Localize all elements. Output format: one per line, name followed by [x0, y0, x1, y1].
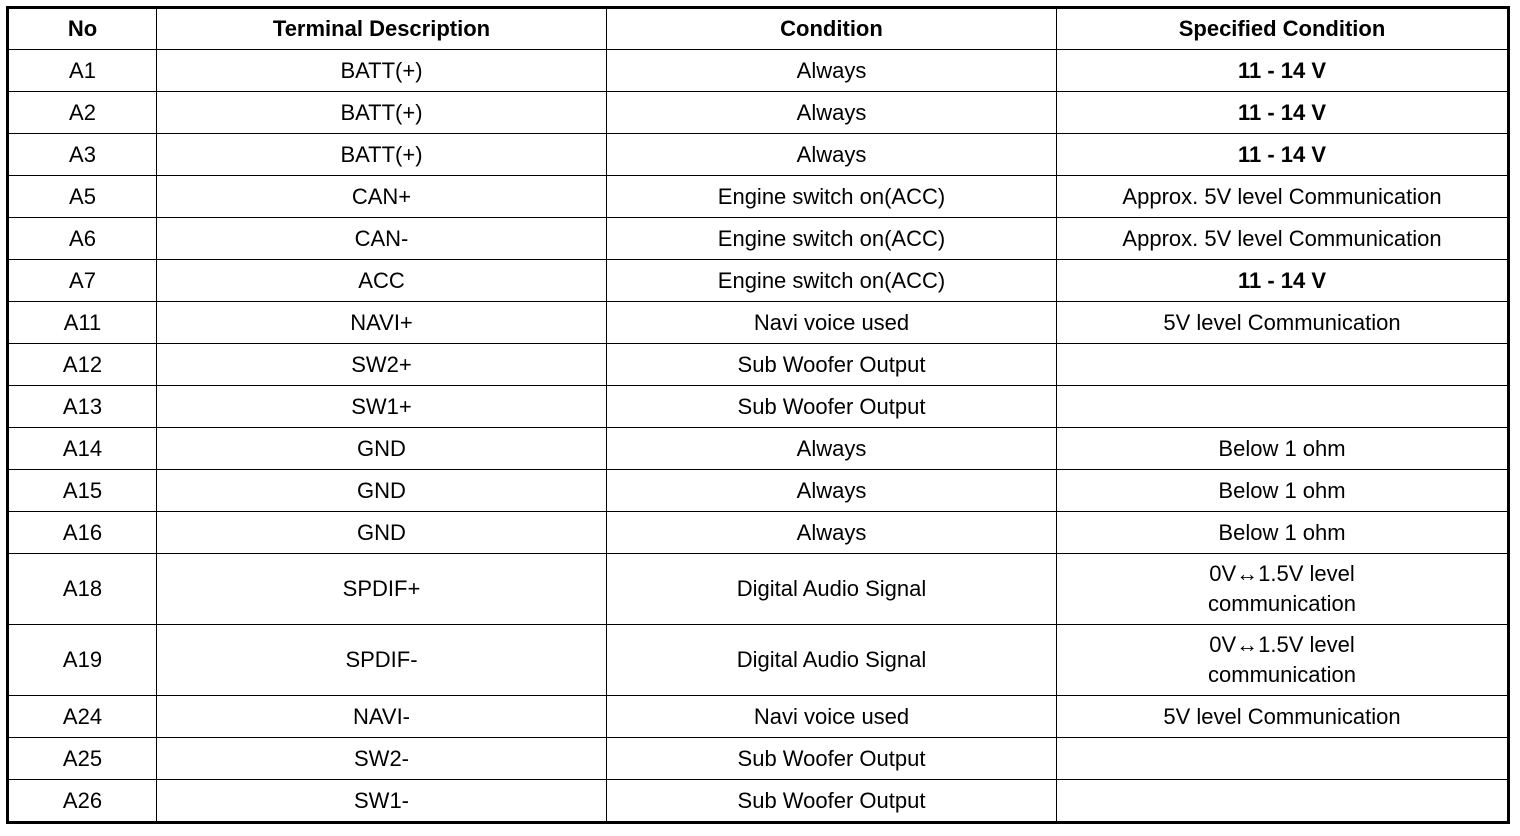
table-row	[8, 780, 1509, 823]
cell-terminal-description: SW2-	[157, 738, 607, 780]
header-no: No	[8, 8, 157, 50]
cell-condition: Digital Audio Signal	[607, 625, 1057, 696]
cell-specified-condition: Below 1 ohm	[1057, 512, 1509, 554]
header-specified-condition: Specified Condition	[1057, 8, 1509, 50]
cell-condition: Engine switch on(ACC)	[607, 218, 1057, 260]
cell-no: A3	[8, 134, 157, 176]
cell-no: A7	[8, 260, 157, 302]
table-row	[8, 470, 1509, 512]
cell-condition: Sub Woofer Output	[607, 738, 1057, 780]
cell-condition: Engine switch on(ACC)	[607, 176, 1057, 218]
table-row	[8, 302, 1509, 344]
cell-terminal-description: GND	[157, 470, 607, 512]
table-row	[8, 625, 1509, 696]
table-row	[8, 344, 1509, 386]
cell-specified-condition: 11 - 14 V	[1057, 92, 1509, 134]
cell-no: A19	[8, 625, 157, 696]
cell-specified-condition: 11 - 14 V	[1057, 134, 1509, 176]
cell-no: A11	[8, 302, 157, 344]
cell-no: A25	[8, 738, 157, 780]
cell-condition: Navi voice used	[607, 696, 1057, 738]
cell-terminal-description: GND	[157, 428, 607, 470]
table-row	[8, 554, 1509, 625]
table-row	[8, 92, 1509, 134]
table-row	[8, 176, 1509, 218]
cell-terminal-description: SW1-	[157, 780, 607, 823]
cell-specified-condition: Below 1 ohm	[1057, 428, 1509, 470]
cell-no: A2	[8, 92, 157, 134]
cell-terminal-description: BATT(+)	[157, 50, 607, 92]
cell-no: A24	[8, 696, 157, 738]
header-row	[8, 8, 1509, 50]
cell-terminal-description: NAVI-	[157, 696, 607, 738]
cell-condition: Always	[607, 92, 1057, 134]
cell-specified-condition: 0V↔1.5V level communication	[1057, 554, 1509, 625]
table-row	[8, 696, 1509, 738]
cell-specified-condition	[1057, 344, 1509, 386]
table-body	[8, 50, 1509, 823]
cell-no: A16	[8, 512, 157, 554]
cell-specified-condition	[1057, 386, 1509, 428]
table-row	[8, 428, 1509, 470]
cell-specified-condition: Approx. 5V level Communication	[1057, 176, 1509, 218]
cell-terminal-description: BATT(+)	[157, 92, 607, 134]
cell-terminal-description: SW1+	[157, 386, 607, 428]
cell-terminal-description: GND	[157, 512, 607, 554]
cell-condition: Always	[607, 512, 1057, 554]
cell-condition: Always	[607, 134, 1057, 176]
cell-terminal-description: SW2+	[157, 344, 607, 386]
cell-terminal-description: BATT(+)	[157, 134, 607, 176]
cell-specified-condition	[1057, 738, 1509, 780]
cell-condition: Sub Woofer Output	[607, 386, 1057, 428]
terminal-spec-table	[6, 6, 1510, 824]
table-row	[8, 738, 1509, 780]
cell-specified-condition: 0V↔1.5V level communication	[1057, 625, 1509, 696]
cell-no: A5	[8, 176, 157, 218]
cell-no: A13	[8, 386, 157, 428]
table-row	[8, 386, 1509, 428]
cell-condition: Engine switch on(ACC)	[607, 260, 1057, 302]
cell-condition: Always	[607, 50, 1057, 92]
cell-condition: Navi voice used	[607, 302, 1057, 344]
cell-terminal-description: CAN+	[157, 176, 607, 218]
cell-specified-condition	[1057, 780, 1509, 823]
cell-no: A14	[8, 428, 157, 470]
cell-condition: Always	[607, 428, 1057, 470]
cell-no: A26	[8, 780, 157, 823]
cell-specified-condition: 11 - 14 V	[1057, 260, 1509, 302]
cell-no: A1	[8, 50, 157, 92]
table-row	[8, 260, 1509, 302]
cell-specified-condition: 11 - 14 V	[1057, 50, 1509, 92]
cell-no: A15	[8, 470, 157, 512]
cell-specified-condition: Approx. 5V level Communication	[1057, 218, 1509, 260]
cell-specified-condition: Below 1 ohm	[1057, 470, 1509, 512]
cell-condition: Always	[607, 470, 1057, 512]
cell-terminal-description: SPDIF-	[157, 625, 607, 696]
header-condition: Condition	[607, 8, 1057, 50]
cell-terminal-description: ACC	[157, 260, 607, 302]
cell-no: A12	[8, 344, 157, 386]
table-row	[8, 50, 1509, 92]
cell-specified-condition: 5V level Communication	[1057, 302, 1509, 344]
cell-condition: Sub Woofer Output	[607, 344, 1057, 386]
cell-specified-condition: 5V level Communication	[1057, 696, 1509, 738]
cell-terminal-description: CAN-	[157, 218, 607, 260]
table-header	[8, 8, 1509, 50]
cell-terminal-description: SPDIF+	[157, 554, 607, 625]
cell-no: A6	[8, 218, 157, 260]
cell-no: A18	[8, 554, 157, 625]
table-row	[8, 512, 1509, 554]
table-row	[8, 218, 1509, 260]
cell-condition: Digital Audio Signal	[607, 554, 1057, 625]
cell-condition: Sub Woofer Output	[607, 780, 1057, 823]
header-terminal-description: Terminal Description	[157, 8, 607, 50]
cell-terminal-description: NAVI+	[157, 302, 607, 344]
table-row	[8, 134, 1509, 176]
